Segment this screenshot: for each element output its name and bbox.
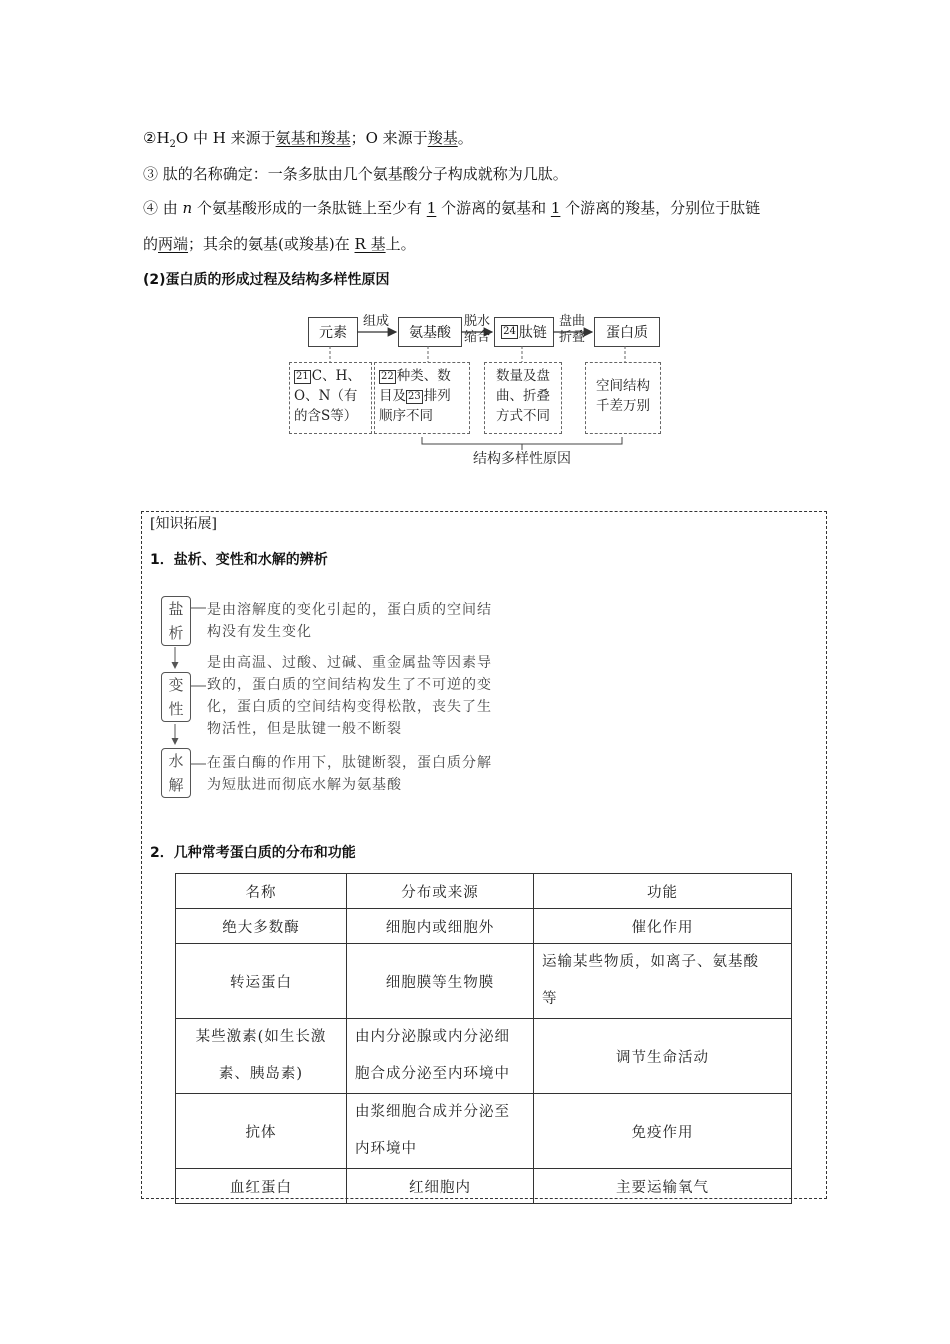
desc-salting-out: 是由溶解度的变化引起的，蛋白质的空间结 构没有发生变化 [207,602,492,640]
table-cell: 转运蛋白 [176,944,347,1019]
box-peptide-chain: 24 肽链 [494,317,554,347]
term-hydrolysis: 水 解 [161,748,191,798]
table-cell: 绝大多数酶 [176,909,347,944]
reason-peptide-chain: 数量及盘 曲、折叠 方式不同 [484,362,562,434]
extension-title: [知识拓展] [150,516,217,532]
extension-section1-title: 1．盐析、变性和水解的辨析 [150,552,328,568]
reason-protein: 空间结构 千差万别 [585,362,661,434]
table-header-row [176,874,792,909]
box-amino-acid: 氨基酸 [398,317,462,347]
section-heading-formation: (2)蛋白质的形成过程及结构多样性原因 [143,272,390,288]
table-cell: 细胞膜等生物膜 [347,944,534,1019]
paragraph-h2o-source: $②H_2O$ 中 H 来源于氨基和羧基；O 来源于羧基。 [143,129,473,150]
diagram-caption: 结构多样性原因 [473,451,571,467]
table-cell: 免疫作用 [534,1094,792,1169]
table-row [176,944,792,1019]
paragraph-peptide-naming: ③ 肽的名称确定：一条多肽由几个氨基酸分子构成就称为几肽。 [143,165,568,183]
table-header: 分布或来源 [347,874,534,909]
table-row [176,1019,792,1094]
table-cell: 红细胞内 [347,1169,534,1204]
term-salting-out: 盐 析 [161,596,191,646]
paragraph-free-groups-cont: 的两端；其余的氨基(或羧基)在 R 基上。 [143,235,416,253]
table-row [176,909,792,944]
arrow-label-compose: 组成 [362,314,389,329]
desc-hydrolysis: 在蛋白酶的作用下，肽键断裂，蛋白质分解 为短肽进而彻底水解为氨基酸 [207,755,492,793]
table-row [176,1094,792,1169]
table-header: 名称 [176,874,347,909]
reason-amino-acids: 22 种类、数 目及 23 排列 顺序不同 [374,362,470,434]
protein-function-table [175,873,792,1204]
table-cell: 某些激素(如生长激 素、胰岛素) [176,1019,347,1094]
table-cell: 由浆细胞合成并分泌至 内环境中 [347,1094,534,1169]
table-row [176,1169,792,1204]
table-cell: 细胞内或细胞外 [347,909,534,944]
table-cell: 主要运输氧气 [534,1169,792,1204]
table-cell: 血红蛋白 [176,1169,347,1204]
arrow-label-dehydration: 脱水 缩合 [463,314,490,345]
table-cell: 运输某些物质，如离子、氨基酸 等 [534,944,792,1019]
table-cell: 调节生命活动 [534,1019,792,1094]
table-cell: 催化作用 [534,909,792,944]
reason-elements: 21 C、H、 O、N（有 的含S等） [289,362,372,434]
box-elements: 元素 [308,317,358,347]
arrow-label-folding: 盘曲 折叠 [558,314,585,345]
term-denaturation: 变 性 [161,672,191,722]
desc-denaturation: 是由高温、过酸、过碱、重金属盐等因素导 致的，蛋白质的空间结构发生了不可逆的变 化，蛋白质的空间结构变得松散，丧失了生 物活性，但是肽键一般不断裂 [207,655,492,737]
table-header: 功能 [534,874,792,909]
paragraph-free-groups: ④ 由 n 个氨基酸形成的一条肽链上至少有 1 个游离的氨基和 1 个游离的羧基，分别位于肽链 [143,199,761,217]
box-protein: 蛋白质 [594,317,660,347]
table-cell: 抗体 [176,1094,347,1169]
extension-section2-title: 2．几种常考蛋白质的分布和功能 [150,845,356,861]
table-cell: 由内分泌腺或内分泌细 胞合成分泌至内环境中 [347,1019,534,1094]
